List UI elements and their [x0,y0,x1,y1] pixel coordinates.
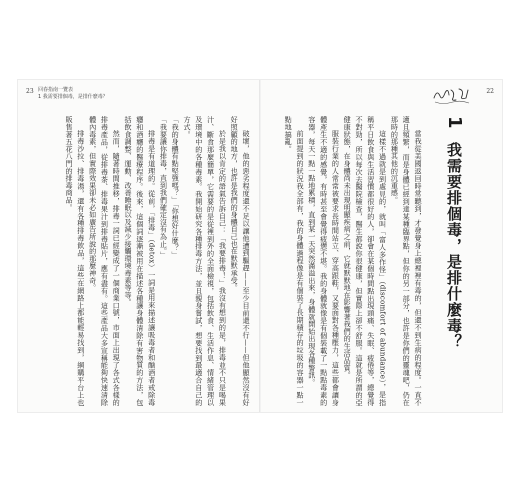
page-number-right: 22 [486,88,494,95]
paragraph: 當我從美國返回時常聽到，才發覺身上總裡裡有毒的，但還不到生病的程度。一直不適且頻繁，而是身體已經到達某種臨界點，但你的另一部分，也許是你們的靈魂吧，仍在那時的那種其他的沉重感。 [390,116,423,406]
paragraph: 排毒沙拉、排毒湯，還有各種排毒飲品，這些在網路上都能輕易找到，網購平台上也販售著五花八門的排毒商品。 [65,116,86,406]
paragraph: 排毒是有道理的。從前，「排毒」（detox）一詞是用來描述讓吸毒者和酗酒者戒除毒癮和酒癮的醫療程序。後來，這個詞逐漸被用在描述各種讓身體清除有害物質的方法，包括飲食調整、運動、改善睡眠以及減少接觸環境毒素等等。 [124,116,157,406]
paragraph: 然而，隨著時間推移，排毒一詞已經變成了一個商業口號，市面上出現了各式各樣的排毒產品，從排毒茶、排毒果汁到排毒貼片，應有盡有。這些產品大多宣稱能夠快速清除體內毒素，但實際效果卻未必如廣告所說的那麼神奇。 [88,116,122,406]
running-head-book-title: 回春指南一覽表 [38,87,74,93]
chapter-heading [444,116,465,350]
left-page-body [30,116,252,406]
book-spread [18,80,502,412]
chapter-title: 我需要排個毒，是排什麼毒？ [445,141,463,350]
paragraph: 服裝行業的人常常被要求長時間站立、穿高跟鞋，又要面對各種壓力，這些都會讓身體產生不適的感覺，有時甚至會覺得疲憊不堪。我的身體就像是有個裝載了一點點毒素的容器，每天一點一點地累積，直到某一天突然滿溢出來，身體就開始出現各種警訊。 [307,116,341,406]
paragraph: 前面提到的狀況我全部有，我的身體過程像是有個裝了長期積存的垃圾的容器一點一點地搞亂。 [284,116,306,406]
running-head [38,87,108,101]
paragraph: 這樣不過就是到處見的，就叫「富人多作怪」（discomfort of abundance），是指稱平日飲食與生活習慣都很好的人，卻會在某個時間點出現頭痛、失眠、疲倦等，總覺得不對勁，所以每次去醫院檢查，醫生都說你很健康，但實際上卻不舒服。這就是所謂的亞健康狀態，在身體尚未出現明顯疾病之前，它就默默地在影響著我們的生活品質。 [343,116,388,406]
right-page-body [268,116,424,406]
page-number-left: 23 [26,88,34,95]
paragraph: 於是我以肯定的語氣告訴自己：「我要排毒！」我沒有想到的是，排毒並不只是喝果汁、斷食那麼簡單，它需要的是從裡到外的全面檢視，包括飲食、生活作息、情緒管理以及環境中的各種毒素。我開始研究各種排毒方法，並且親身嘗試，想要找到最適合自己的方式。 [183,116,228,406]
right-page [260,80,502,412]
series-logo [432,84,472,106]
paragraph: 破壞，他的惡劣程度還不足以讓他遭到驅趕——至少目前還不行——但他顯然沒有好好照顧的地方，也許是我們的身體自己也在默默承受。 [230,116,251,406]
left-page [18,80,260,412]
quote-line: 「我要讓你排毒，直到我們確定沒有為止。」 [159,116,169,259]
chapter-number: 1 [444,116,465,130]
quote-line: 「我的身體有點堅強嗎？」「你想好什麼？」 [171,116,181,259]
running-head-chapter: 1 我需要排個毒，是排什麼毒？ [38,94,108,100]
